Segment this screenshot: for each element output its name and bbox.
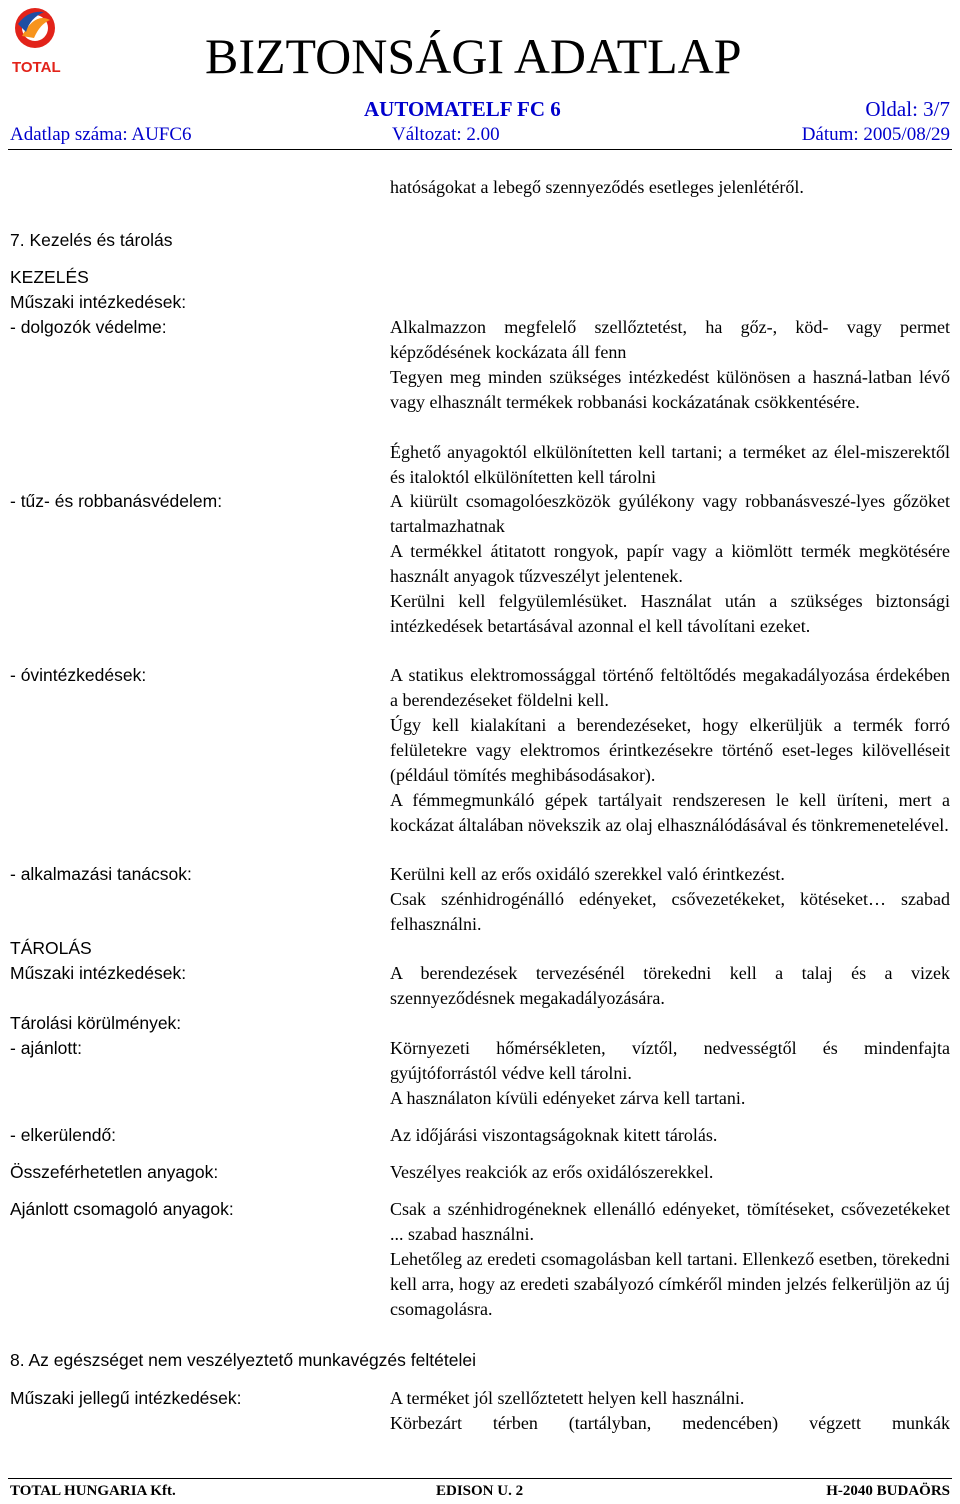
precautions-text-3: A fémmegmunkáló gépek tartályait rendszeresen le kell üríteni, mert a kockázat általában növekszik az olaj elhasználódásával és tönkremenetelével.: [390, 790, 950, 835]
fire-protection-text-3: Kerülni kell felgyülemlésüket. Használat után a szükséges biztonsági intézkedések betartásával azonnal el kell távolítani ezeket.: [390, 591, 950, 636]
worker-protection-text-1: Alkalmazzon megfelelő szellőztetést, ha gőz-, köd- vagy permet képződésének kockázata áll fenn: [390, 317, 950, 362]
precautions-text-2: Úgy kell kialakítani a berendezéseket, hogy elkerüljük a termék forró felületekre vagy elektromos érintkezésekre történő eset-leges kilövelléseit (például tömítés meghibásodásakor).: [390, 715, 950, 785]
version: Változat: 2.00: [392, 124, 500, 145]
usage-advice-label: - alkalmazási tanácsok:: [10, 864, 192, 884]
worker-protection-text-2: Tegyen meg minden szükséges intézkedést különösen a haszná-latban lévő vagy elhasznált termékek robbanási kockázatának csökkentésére.: [390, 367, 950, 412]
worker-protection-label: - dolgozók védelme:: [10, 317, 167, 337]
section-8-text-1: A terméket jól szellőztetett helyen kell használni.: [390, 1388, 745, 1408]
packaging-text-2: Lehetőleg az eredeti csomagolásban kell tartani. Ellenkező esetben, törekedni kell arra, hogy az eredeti szabályozó címkéről minden jelzés felkerüljön az új csomagolásra.: [390, 1249, 950, 1319]
section-8-technical-label: Műszaki jellegű intézkedések:: [10, 1388, 242, 1408]
footer-divider: [8, 1478, 952, 1479]
avoid-label: - elkerülendő:: [10, 1125, 117, 1145]
precautions-label: - óvintézkedések:: [10, 665, 147, 685]
packaging-label: Ajánlott csomagoló anyagok:: [10, 1199, 234, 1219]
logo-text: TOTAL: [12, 59, 61, 76]
usage-advice-text-2: Csak szénhidrogénálló edényeket, csővezetékeket, kötéseket… szabad felhasználni.: [390, 889, 950, 934]
sheet-number: Adatlap száma: AUFC6: [10, 124, 192, 145]
fire-protection-text-2: A termékkel átitatott rongyok, papír vagy a kiömlött termék megkötésére használt anyagok tűzveszélyt jelentenek.: [390, 541, 950, 586]
recommended-text-2: A használaton kívüli edényeket zárva kell tartani.: [390, 1088, 746, 1108]
header-meta-row: [10, 124, 950, 146]
handling-heading: KEZELÉS: [10, 267, 89, 287]
section-8-text-2: Körbezárt térben (tartályban, medencében) végzett munkák: [390, 1413, 950, 1433]
incompatible-label: Összeférhetetlen anyagok:: [10, 1162, 219, 1182]
storage-heading: TÁROLÁS: [10, 938, 92, 958]
worker-protection-text-3: Éghető anyagoktól elkülönítetten kell tartani; a terméket az élel-miszerektől és italoktól elkülönítetten kell tárolni: [390, 442, 950, 487]
storage-conditions-label: Tárolási körülmények:: [10, 1013, 182, 1033]
usage-advice-text-1: Kerülni kell az erős oxidáló szerekkel való érintkezést.: [390, 864, 785, 884]
avoid-text: Az időjárási viszontagságoknak kitett tárolás.: [390, 1125, 718, 1145]
page-number: Oldal: 3/7: [865, 97, 950, 121]
precautions-text-1: A statikus elektromossággal történő feltöltődés megakadályozása érdekében a berendezéseket földelni kell.: [390, 665, 950, 710]
carryover-text: hatóságokat a lebegő szennyeződés esetleges jelenlétéről.: [390, 177, 804, 197]
document-title: BIZTONSÁGI ADATLAP: [205, 28, 742, 84]
product-name: AUTOMATELF FC 6: [364, 97, 561, 121]
header-divider: [8, 149, 952, 150]
fire-protection-label: - tűz- és robbanásvédelem:: [10, 491, 223, 511]
total-logo: [4, 2, 70, 76]
date: Dátum: 2005/08/29: [801, 124, 950, 145]
section-8-title: 8. Az egészséget nem veszélyeztető munkavégzés feltételei: [10, 1350, 476, 1370]
storage-technical-text: A berendezések tervezésénél törekedni kell a talaj és a vizek szennyeződésnek megakadályozására.: [390, 963, 950, 1008]
footer-company: TOTAL HUNGARIA Kft.: [10, 1483, 176, 1499]
fire-protection-text-1: A kiürült csomagolóeszközök gyúlékony vagy robbanásveszé-lyes gőzöket tartalmazhatnak: [390, 491, 950, 536]
handling-technical-label: Műszaki intézkedések:: [10, 292, 187, 312]
recommended-label: - ajánlott:: [10, 1038, 82, 1058]
incompatible-text: Veszélyes reakciók az erős oxidálószerekkel.: [390, 1162, 714, 1182]
packaging-text-1: Csak a szénhidrogéneknek ellenálló edényeket, tömítéseket, csővezetékeket ... szabad használni.: [390, 1199, 950, 1244]
total-logo-icon: [4, 2, 70, 76]
footer-address: EDISON U. 2: [436, 1483, 524, 1499]
recommended-text-1: Környezeti hőmérsékleten, víztől, nedvességtől és mindenfajta gyújtóforrástól védve kell tárolni.: [390, 1038, 950, 1083]
storage-technical-label: Műszaki intézkedések:: [10, 963, 187, 983]
footer-city: H-2040 BUDAÖRS: [826, 1483, 950, 1499]
section-7-title: 7. Kezelés és tárolás: [10, 230, 173, 250]
